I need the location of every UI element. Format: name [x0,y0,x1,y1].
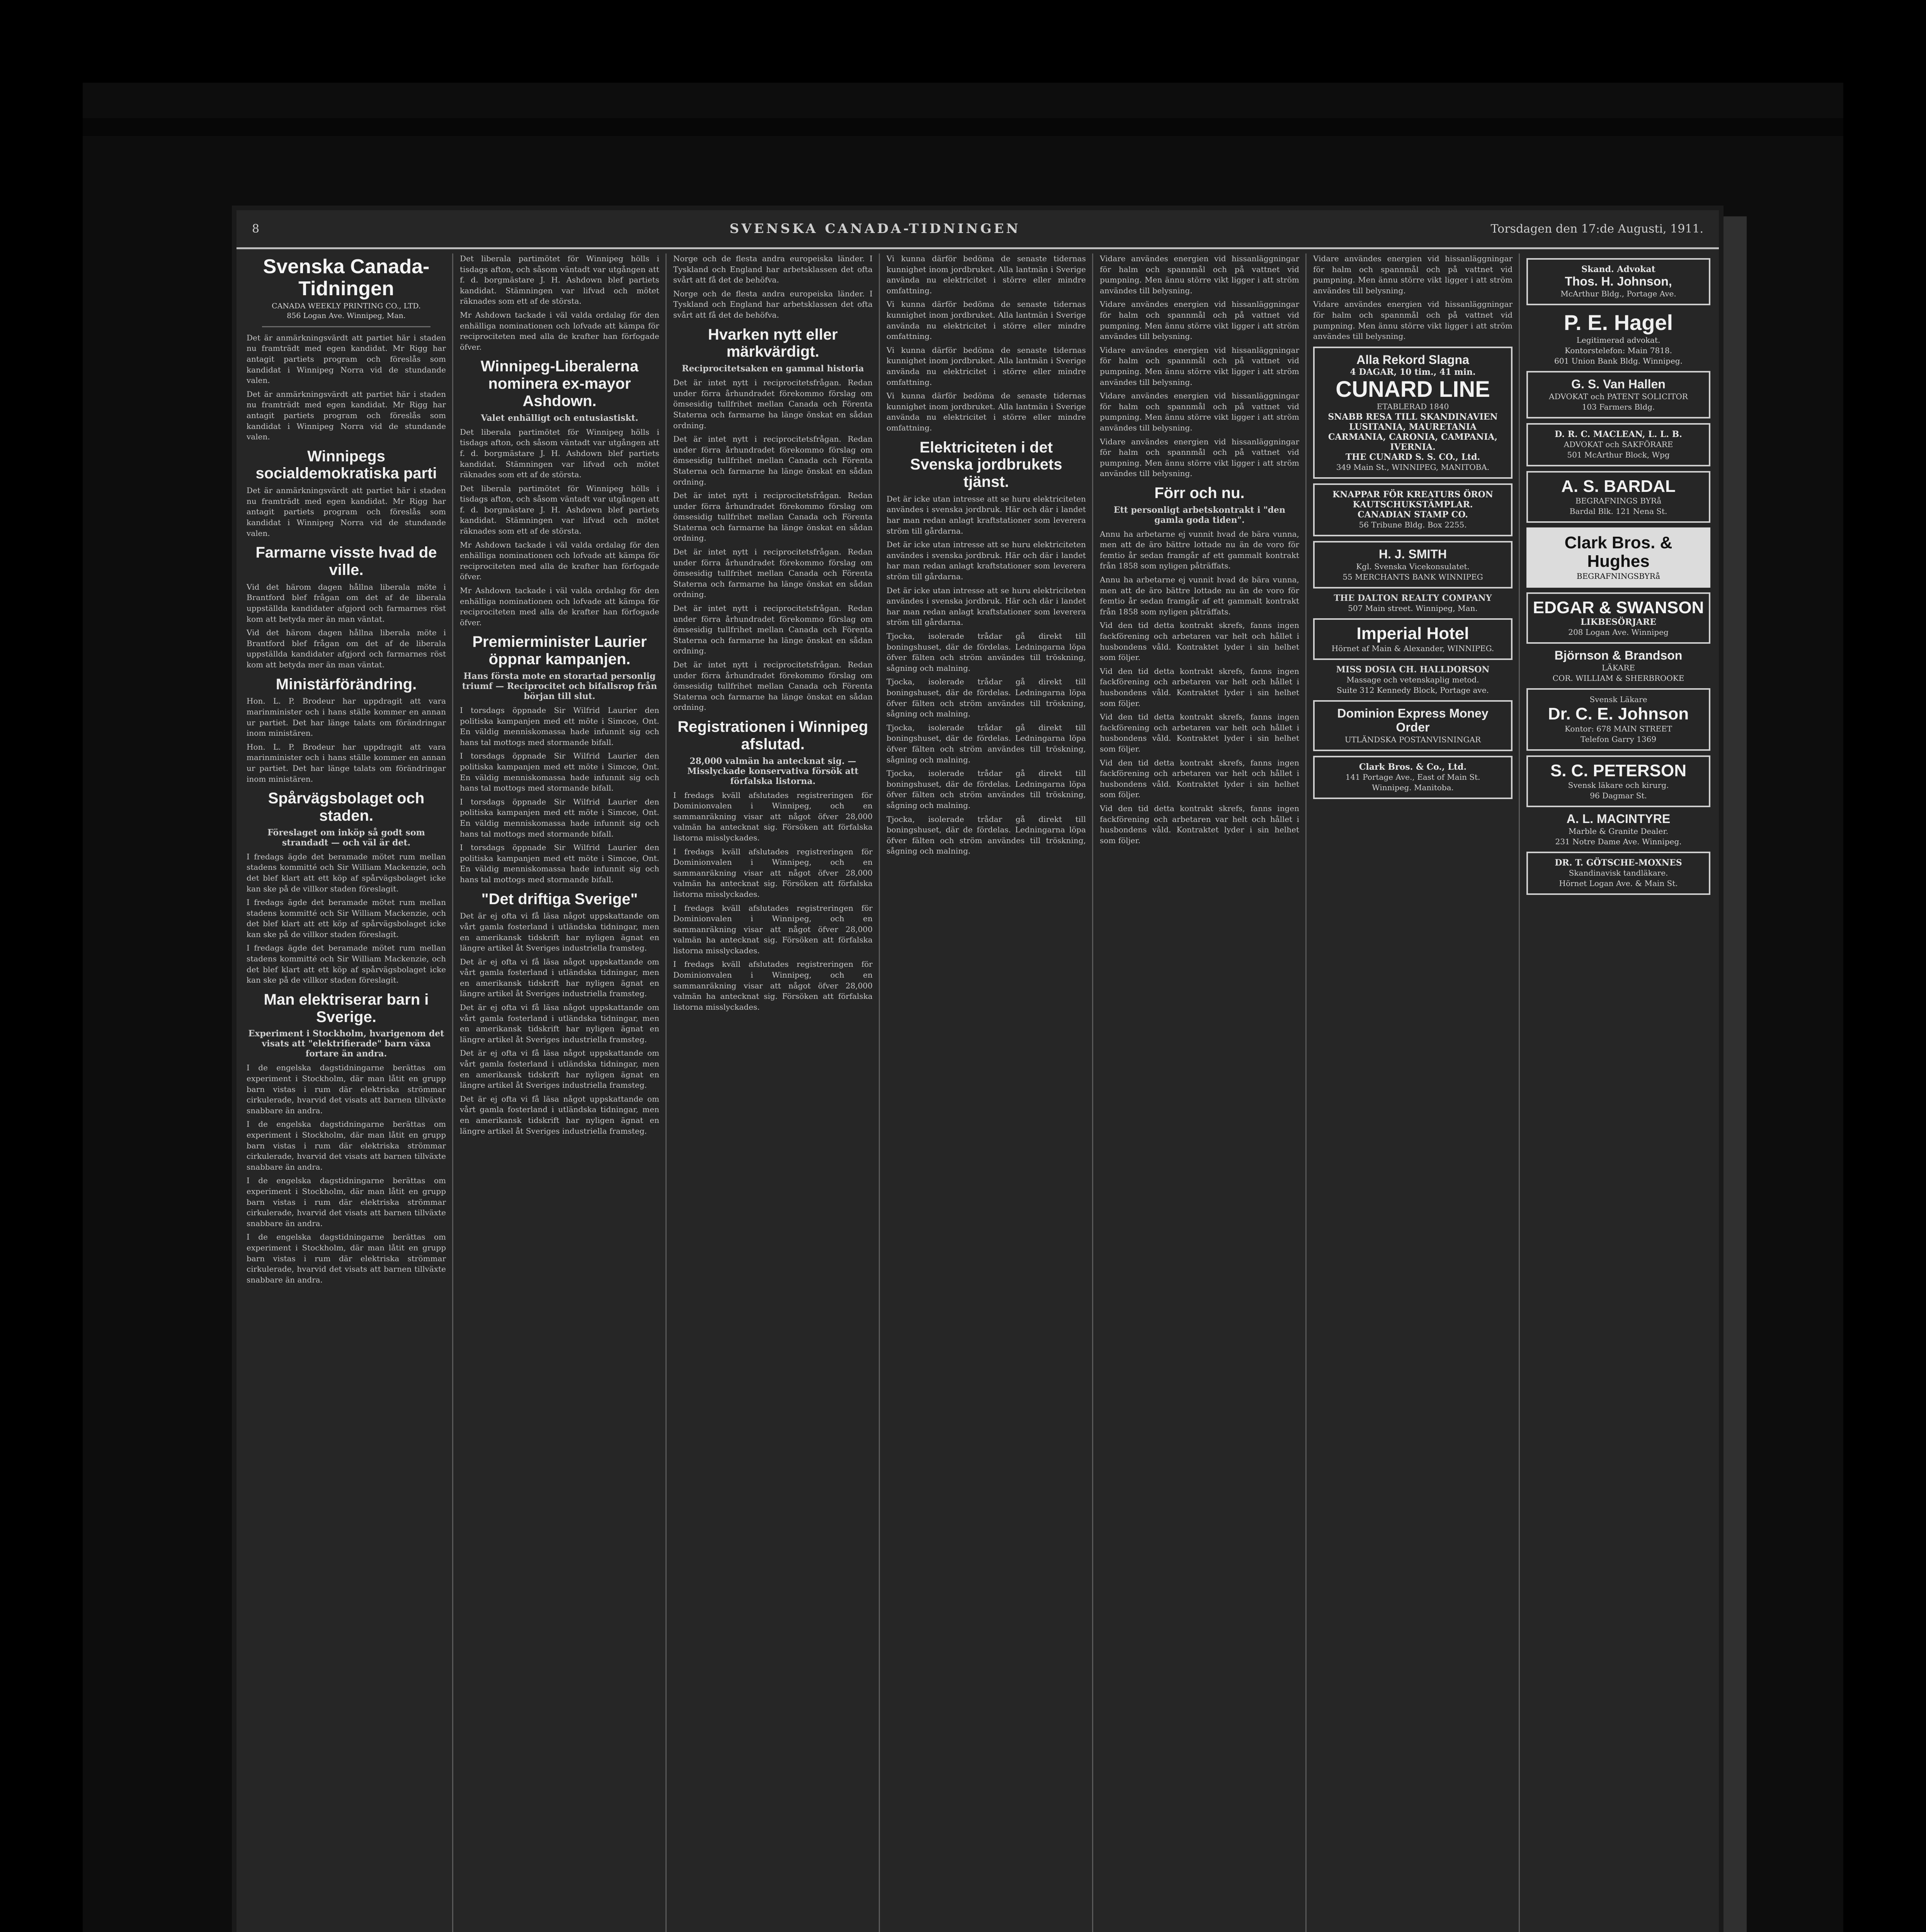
ad-advokat-name: Thos. H. Johnson, [1565,274,1672,288]
ad-cunard-line5: 349 Main St., WINNIPEG, MANITOBA. [1336,463,1490,472]
ad-dominion-express [1313,700,1513,752]
ad-dalton-name: THE DALTON REALTY COMPANY [1334,593,1492,604]
article-text: I de engelska dagstidningarne berättas om experiment i Stockholm, där man låtit en grupp barn vistas i rum där elektriska strömmar cirkulerade, hvarvid det visats att barnen tillväxte snabbare än andra. [247,1119,446,1172]
article-text: I fredags ägde det beramade mötet rum mellan stadens kommitté och Sir William Mackenzie, och det blef klart att ett köp af spårvägsbolaget icke kan ske på de villkor staden föreslagit. [247,852,446,893]
article-text: I fredags ägde det beramade mötet rum mellan stadens kommitté och Sir William Mackenzie, och det blef klart att ett köp af spårvägsbolaget icke kan ske på de villkor staden föreslagit. [247,943,446,985]
headline-sparvags: Spårvägsbolaget och staden. [268,790,425,824]
ad-maclean-name: D. R. C. MACLEAN, L. L. B. [1555,429,1682,439]
ad-clark-name: Clark Bros. & Hughes [1564,533,1672,571]
article-text: Det är intet nytt i reciprocitetsfrågan. Redan under förra århundradet förekommo förslag om ömsesidig tullfrihet mellan Canada och Förenta Staterna och farmarne ha länge önskat en sådan ordning. [673,547,873,599]
article-text: Vidare användes energien vid hissanläggningar för halm och spannmål och på vattnet vid pumpning. Men ännu större vikt ligger i att ström användes till belysning. [1100,254,1299,295]
article-text: Mr Ashdown tackade i väl valda ordalag för den enhälliga nominationen och lofvade att kämpa för reciprociteten med alla de krafter han förfogade öfver. [460,586,659,627]
article-text: Annu ha arbetarne ej vunnit hvad de bära vunna, men att de äro bättre lottade nu än de voro för femtio år sedan framgår af ett gammalt kontrakt från 1858 som nyligen påträffats. [1100,529,1299,571]
article-text: Det liberala partimötet för Winnipeg hölls i tisdags afton, och såsom väntadt var utgången att f. d. borgmästare J. H. Ashdown blef partiets kandidat. Stämningen var lifvad och mötet räknades som ett af de största. [460,483,659,536]
ad-cunard-line3: CARMANIA, CARONIA, CAMPANIA, IVERNIA. [1328,432,1497,452]
page-number: 8 [252,222,260,236]
ad-dalton [1313,593,1513,614]
article-text: Vidare användes energien vid hissanläggningar för halm och spannmål och på vattnet vid pumpning. Men ännu större vikt ligger i att ström användes till belysning. [1313,254,1513,295]
ad-johnson-line1: Kontor: 678 MAIN STREET [1565,724,1672,733]
column-rule [665,253,667,1932]
column-4 [882,253,1091,1932]
article-text: Norge och de flesta andra europeiska länder. I Tyskland och England har arbetsklassen det ofta svårt att få det de behöfva. [673,289,873,320]
article-text: Tjocka, isolerade trådar gå direkt till boningshuset, där de fördelas. Ledningarna löpa öfver fälten och ström användes till tröskning, sågning och malning. [886,814,1086,856]
article-text: Vid den tid detta kontrakt skrefs, fanns ingen fackförening och arbetaren var helt och hållet i husbondens våld. Kontraktet lyder i sin helhet som följer. [1100,758,1299,799]
ad-bjornson-line2: COR. WILLIAM & SHERBROOKE [1552,673,1684,683]
ad-smith-line2: 55 MERCHANTS BANK WINNIPEG [1342,572,1483,582]
ad-gotsche-line2: Hörnet Logan Ave. & Main St. [1559,878,1678,888]
running-title: SVENSKA CANADA-TIDNINGEN [729,221,1021,236]
article-text: Tjocka, isolerade trådar gå direkt till boningshuset, där de fördelas. Ledningarna löpa öfver fälten och ström användes till tröskning, sågning och malning. [886,723,1086,764]
ad-peterson [1526,755,1710,807]
article-text: Vid den tid detta kontrakt skrefs, fanns ingen fackförening och arbetaren var helt och hållet i husbondens våld. Kontraktet lyder i sin helhet som följer. [1100,712,1299,753]
article-text: Det är ej ofta vi få läsa något uppskattande om vårt gamla fosterland i utländska tidningar, men en amerikansk tidskrift har nyligen ägnat en längre artikel åt Sveriges industriella framsteg. [460,1003,659,1044]
article-text: I fredags ägde det beramade mötet rum mellan stadens kommitté och Sir William Mackenzie, och det blef klart att ett köp af spårvägsbolaget icke kan ske på de villkor staden föreslagit. [247,898,446,939]
article-text: I de engelska dagstidningarne berättas om experiment i Stockholm, där man låtit en grupp barn vistas i rum där elektriska strömmar cirkulerade, hvarvid det visats att barnen tillväxte snabbare än andra. [247,1063,446,1115]
ad-maclean-line2: 501 McArthur Block, Wpg [1567,450,1670,459]
article-text: I torsdags öppnade Sir Wilfrid Laurier den politiska kampanjen med ett möte i Simcoe, Ont. En väldig menniskomassa hade infunnit sig och hans tal mottogs med stormande bifall. [460,843,659,884]
divider [262,326,430,327]
article-text: Vidare användes energien vid hissanläggningar för halm och spannmål och på vattnet vid pumpning. Men ännu större vikt ligger i att ström användes till belysning. [1100,345,1299,387]
article-text: Vi kunna därför bedöma de senaste tidernas kunnighet inom jordbruket. Alla lantmän i Sverige använda nu elektricitet i större eller mindre omfattning. [886,391,1086,432]
article-text: I torsdags öppnade Sir Wilfrid Laurier den politiska kampanjen med ett möte i Simcoe, Ont. En väldig menniskomassa hade infunnit sig och hans tal mottogs med stormande bifall. [460,751,659,793]
ad-clark-hughes [1526,527,1710,588]
ad-cunard-est: ETABLERAD 1840 [1376,402,1449,412]
column-1 [242,253,451,1932]
article-text: Annu ha arbetarne ej vunnit hvad de bära vunna, men att de äro bättre lottade nu än de voro för femtio år sedan framgår af ett gammalt kontrakt från 1858 som nyligen påträffats. [1100,575,1299,616]
article-text: Vi kunna därför bedöma de senaste tidernas kunnighet inom jordbruket. Alla lantmän i Sverige använda nu elektricitet i större eller mindre omfattning. [886,299,1086,341]
ad-macintyre [1526,812,1710,847]
masthead-title: Svenska Canada-Tidningen [263,255,430,300]
ad-macintyre-line2: 231 Notre Dame Ave. Winnipeg. [1555,837,1682,846]
ad-hagel [1526,310,1710,366]
column-5 [1095,253,1304,1932]
ad-hagel-line2: Kontorstelefon: Main 7818. [1564,345,1672,355]
column-rule [879,253,880,1932]
ad-hotel-name: Imperial Hotel [1356,624,1469,643]
article-text: Tjocka, isolerade trådar gå direkt till boningshuset, där de fördelas. Ledningarna löpa öfver fälten och ström användes till tröskning, sågning och malning. [886,631,1086,673]
ad-maclean-line1: ADVOKAT och SAKFÖRARE [1564,439,1673,449]
subheadline-liberalerna: Valet enhälligt och entusiastiskt. [481,413,638,423]
ad-bardal-name: A. S. BARDAL [1561,476,1676,496]
ad-dr-johnson [1526,688,1710,750]
ad-dominion-name: Dominion Express Money Order [1337,706,1489,735]
article-text: Vidare användes energien vid hissanläggningar för halm och spannmål och på vattnet vid pumpning. Men ännu större vikt ligger i att ström användes till belysning. [1100,299,1299,341]
ad-knappar-line3: 56 Tribune Bldg. Box 2255. [1359,520,1467,530]
article-text: Det är anmärkningsvärdt att partiet här i staden nu framträdt med egen kandidat. Mr Rigg har antagit partiets program och föreslås som kandidat i Winnipeg Norra vid de stundande valen. [247,389,446,442]
article-text: Mr Ashdown tackade i väl valda ordalag för den enhälliga nominationen och lofvade att kämpa för reciprociteten med alla de krafter han förfogade öfver. [460,310,659,352]
headline-hvarken: Hvarken nytt eller märkvärdigt. [708,326,838,361]
article-text: Vid den tid detta kontrakt skrefs, fanns ingen fackförening och arbetaren var helt och hållet i husbondens våld. Kontraktet lyder i sin helhet som följer. [1100,621,1299,662]
film-sprocket-top [83,118,1843,136]
article-text: Det är intet nytt i reciprocitetsfrågan. Redan under förra århundradet förekommo förslag om ömsesidig tullfrihet mellan Canada och Förenta Staterna och farmarne ha länge önskat en sådan ordning. [673,604,873,656]
article-text: Vi kunna därför bedöma de senaste tidernas kunnighet inom jordbruket. Alla lantmän i Sverige använda nu elektricitet i större eller mindre omfattning. [886,254,1086,295]
ad-knappar [1313,483,1513,536]
ad-advokat-title: Skand. Advokat [1581,264,1655,274]
ad-edgar-swanson [1526,592,1710,644]
ad-peterson-line2: 96 Dagmar St. [1590,791,1647,800]
ad-hagel-line1: Legitimerad advokat. [1576,335,1661,345]
subheadline-man-elektriserar: Experiment i Stockholm, hvarigenom det visats att "elektrifierade" barn växa fortare än andra. [248,1029,444,1059]
ad-cunard-line4: THE CUNARD S. S. CO., Ltd. [1345,452,1480,463]
ad-imperial-hotel [1313,618,1513,660]
ad-edgar-line2: 208 Logan Ave. Winnipeg [1568,628,1669,637]
article-text: Norge och de flesta andra europeiska länder. I Tyskland och England har arbetsklassen det ofta svårt att få det de behöfva. [673,254,873,285]
headline-elektriciteten: Elektriciteten i det Svenska jordbrukets tjänst. [910,439,1062,491]
article-text: Det är anmärkningsvärdt att partiet här i staden nu framträdt med egen kandidat. Mr Rigg har antagit partiets program och föreslås som kandidat i Winnipeg Norra vid de stundande valen. [247,486,446,538]
ad-knappar-line1: KAUTSCHUKSTÄMPLAR. [1353,500,1473,510]
article-text: Det är anmärkningsvärdt att partiet här i staden nu framträdt med egen kandidat. Mr Rigg har antagit partiets program och föreslås som kandidat i Winnipeg Norra vid de stundande valen. [247,333,446,385]
ad-vanhallen-name: G. S. Van Hallen [1571,377,1666,391]
ad-johnson-line2: Telefon Garry 1369 [1580,734,1657,744]
ad-gotsche-line1: Skandinavisk tandläkare. [1569,868,1668,878]
ad-clarkco-name: Clark Bros. & Co., Ltd. [1359,762,1467,772]
headline-ministar: Ministärförändring. [276,675,417,693]
subheadline-sparvags: Föreslaget om inköp så godt som strandadt — och väl är det. [267,827,425,848]
running-head [236,210,1719,249]
ad-cunard-days: 4 DAGAR, 10 tim., 41 min. [1350,367,1476,377]
ad-hagel-name: P. E. Hagel [1564,310,1673,335]
headline-driftiga: "Det driftiga Sverige" [481,890,638,908]
page-edge-right [1719,216,1747,1932]
column-3 [669,253,877,1932]
column-2 [455,253,664,1932]
ad-smith [1313,541,1513,588]
column-rule [1519,253,1520,1932]
headline-liberalerna: Winnipeg-Liberalerna nominera ex-mayor Ashdown. [480,358,639,410]
article-text: I fredags kväll afslutades registreringen för Dominionvalen i Winnipeg, och en sammanräkning visar att något öfver 28,000 valmän ha antecknat sig. Försöken att förfalska listorna misslyckades. [673,790,873,842]
article-text: I fredags kväll afslutades registreringen för Dominionvalen i Winnipeg, och en sammanräkning visar att något öfver 28,000 valmän ha antecknat sig. Försöken att förfalska listorna misslyckades. [673,959,873,1012]
ad-peterson-line1: Svensk läkare och kirurg. [1568,780,1669,790]
ad-dominion-line1: UTLÄNDSKA POSTANVISNINGAR [1344,735,1481,745]
ad-cunard-line [1313,347,1513,479]
ad-edgar-line1: LIKBESÖRJARE [1580,617,1657,628]
masthead-publisher: CANADA WEEKLY PRINTING CO., LTD. [272,302,421,311]
ad-peterson-name: S. C. PETERSON [1550,761,1687,780]
article-text: Mr Ashdown tackade i väl valda ordalag för den enhälliga nominationen och lofvade att kämpa för reciprociteten med alla de krafter han förfogade öfver. [460,540,659,582]
ad-halldorson-line2: Suite 312 Kennedy Block, Portage ave. [1337,685,1489,695]
ad-gotsche-name: DR. T. GÖTSCHE-MOXNES [1555,857,1682,868]
subheadline-registrationen: 28,000 valmän ha antecknat sig. — Misslyckade konservativa försök att förfalska listorna. [687,756,859,786]
masthead-address: 856 Logan Ave. Winnipeg, Man. [287,311,406,320]
article-text: Det liberala partimötet för Winnipeg hölls i tisdags afton, och såsom väntadt var utgången att f. d. borgmästare J. H. Ashdown blef partiets kandidat. Stämningen var lifvad och mötet räknades som ett af de största. [460,254,659,306]
ad-vanhallen-line1: ADVOKAT och PATENT SOLICITOR [1549,391,1688,401]
article-text: Det är intet nytt i reciprocitetsfrågan. Redan under förra århundradet förekommo förslag om ömsesidig tullfrihet mellan Canada och Förenta Staterna och farmarne ha länge önskat en sådan ordning. [673,378,873,430]
ad-bjornson-line1: LÄKARE [1602,663,1635,673]
article-text: Vidare användes energien vid hissanläggningar för halm och spannmål och på vattnet vid pumpning. Men ännu större vikt ligger i att ström användes till belysning. [1100,391,1299,432]
article-text: Vid det härom dagen hållna liberala möte i Brantford blef frågan om det af de liberala uppställda kandidater afgjord och farmarnes röst kom att betyda mer än man väntat. [247,582,446,624]
article-text: Det är intet nytt i reciprocitetsfrågan. Redan under förra århundradet förekommo förslag om ömsesidig tullfrihet mellan Canada och Förenta Staterna och farmarne ha länge önskat en sådan ordning. [673,491,873,543]
headline-winnipeg-social: Winnipegs socialdemokratiska parti [255,447,437,482]
article-text: Hon. L. P. Brodeur har uppdragit att vara marinminister och i hans ställe kommer en annan ur partiet. Det har länge talats om förändringar inom ministären. [247,696,446,738]
ad-dalton-line1: 507 Main street. Winnipeg, Man. [1348,604,1478,613]
article-text: Vid den tid detta kontrakt skrefs, fanns ingen fackförening och arbetaren var helt och hållet i husbondens våld. Kontraktet lyder i sin helhet som följer. [1100,666,1299,708]
headline-laurier: Premierminister Laurier öppnar kampanjen. [472,633,647,668]
article-text: Det är ej ofta vi få läsa något uppskattande om vårt gamla fosterland i utländska tidningar, men en amerikansk tidskrift har nyligen ägnat en längre artikel åt Sveriges industriella framsteg. [460,1094,659,1136]
column-rule [1305,253,1307,1932]
ad-bjornson-name: Björnson & Brandson [1554,648,1683,663]
ad-clarkco-line1: 141 Portage Ave., East of Main St. [1345,772,1480,782]
article-text: Vid den tid detta kontrakt skrefs, fanns ingen fackförening och arbetaren var helt och hållet i husbondens våld. Kontraktet lyder i sin helhet som följer. [1100,803,1299,845]
ad-smith-name: H. J. SMITH [1378,547,1447,561]
ad-knappar-line2: CANADIAN STAMP CO. [1358,510,1468,520]
article-text: Det är icke utan intresse att se huru elektriciteten användes i svenska jordbruk. Här och där i landet har man redan anlagt kraftstationer som leverera ström till gårdarna. [886,585,1086,627]
ad-macintyre-name: A. L. MACINTYRE [1566,811,1671,826]
ad-johnson-name: Dr. C. E. Johnson [1548,704,1689,724]
article-text: I fredags kväll afslutades registreringen för Dominionvalen i Winnipeg, och en sammanräkning visar att något öfver 28,000 valmän ha antecknat sig. Försöken att förfalska listorna misslyckades. [673,903,873,955]
ad-hagel-line3: 601 Union Bank Bldg. Winnipeg. [1554,356,1683,366]
headline-man-elektriserar: Man elektriserar barn i Sverige. [264,991,429,1026]
article-text: Det är intet nytt i reciprocitetsfrågan. Redan under förra århundradet förekommo förslag om ömsesidig tullfrihet mellan Canada och Förenta Staterna och farmarne ha länge önskat en sådan ordning. [673,434,873,486]
ad-knappar-title: KNAPPAR FÖR KREATURS ÖRON [1332,490,1493,500]
ad-cunard-name: CUNARD LINE [1336,376,1490,402]
article-text: I de engelska dagstidningarne berättas om experiment i Stockholm, där man låtit en grupp barn vistas i rum där elektriska strömmar cirkulerade, hvarvid det visats att barnen tillväxte snabbare än andra. [247,1232,446,1284]
ad-bardal [1526,471,1710,523]
ad-gotsche-moxnes [1526,852,1710,895]
ad-bardal-line2: Bardal Blk. 121 Nena St. [1569,506,1667,516]
ad-cunard-line2: LUSITANIA, MAURETANIA [1349,422,1477,432]
column-rule [452,253,453,1932]
article-text: I fredags kväll afslutades registreringen för Dominionvalen i Winnipeg, och en sammanräkning visar att något öfver 28,000 valmän ha antecknat sig. Försöken att förfalska listorna misslyckades. [673,847,873,899]
article-text: Vid det härom dagen hållna liberala möte i Brantford blef frågan om det af de liberala uppställda kandidater afgjord och farmarnes röst kom att betyda mer än man väntat. [247,628,446,669]
article-text: Tjocka, isolerade trådar gå direkt till boningshuset, där de fördelas. Ledningarna löpa öfver fälten och ström användes till tröskning, sågning och malning. [886,769,1086,810]
column-rule [1092,253,1093,1932]
ad-clark-line1: BEGRAFNINGSBYRå [1576,571,1661,581]
headline-forr-och-nu: Förr och nu. [1154,484,1245,502]
article-text: I torsdags öppnade Sir Wilfrid Laurier den politiska kampanjen med ett möte i Simcoe, Ont. En väldig menniskomassa hade infunnit sig och hans tal mottogs med stormande bifall. [460,797,659,838]
ad-edgar-name: EDGAR & SWANSON [1533,598,1704,617]
ad-macintyre-line1: Marble & Granite Dealer. [1568,826,1669,836]
article-text: Vidare användes energien vid hissanläggningar för halm och spannmål och på vattnet vid pumpning. Men ännu större vikt ligger i att ström användes till belysning. [1313,299,1513,341]
subheadline-hvarken: Reciprocitetsaken en gammal historia [682,364,864,374]
article-text: Det är ej ofta vi få läsa något uppskattande om vårt gamla fosterland i utländska tidningar, men en amerikansk tidskrift har nyligen ägnat en längre artikel åt Sveriges industriella framsteg. [460,1048,659,1090]
article-text: Det är ej ofta vi få läsa något uppskattande om vårt gamla fosterland i utländska tidningar, men en amerikansk tidskrift har nyligen ägnat en längre artikel åt Sveriges industriella framsteg. [460,911,659,953]
headline-registrationen: Registrationen i Winnipeg afslutad. [677,718,868,753]
ad-bjornson-brandson [1526,648,1710,684]
ad-johnson-title: Svensk Läkare [1589,695,1647,704]
column-7-directory [1522,253,1715,1932]
newspaper-page [236,210,1719,1932]
ad-advokat-johnson [1526,258,1710,305]
ad-van-hallen [1526,371,1710,418]
subheadline-forr-och-nu: Ett personligt arbetskontrakt i "den gamla goda tiden". [1113,505,1286,525]
ad-cunard-line1: SNABB RESA TILL SKANDINAVIEN [1328,412,1498,422]
ad-clarkco-line2: Winnipeg. Manitoba. [1372,783,1454,793]
article-text: I torsdags öppnade Sir Wilfrid Laurier den politiska kampanjen med ett möte i Simcoe, Ont. En väldig menniskomassa hade infunnit sig och hans tal mottogs med stormande bifall. [460,706,659,747]
article-text: Det är ej ofta vi få läsa något uppskattande om vårt gamla fosterland i utländska tidningar, men en amerikansk tidskrift har nyligen ägnat en längre artikel åt Sveriges industriella framsteg. [460,957,659,998]
ad-halldorson-name: MISS DOSIA CH. HALLDORSON [1336,664,1490,675]
ad-cunard-headline: Alla Rekord Slagna [1356,352,1469,367]
ad-advokat-addr: McArthur Bldg., Portage Ave. [1560,289,1676,298]
article-text: Det liberala partimötet för Winnipeg hölls i tisdags afton, och såsom väntadt var utgången att f. d. borgmästare J. H. Ashdown blef partiets kandidat. Stämningen var lifvad och mötet räknades som ett af de största. [460,427,659,480]
column-6 [1308,253,1517,1932]
article-text: Det är intet nytt i reciprocitetsfrågan. Redan under förra århundradet förekommo förslag om ömsesidig tullfrihet mellan Canada och Förenta Staterna och farmarne ha länge önskat en sådan ordning. [673,660,873,712]
article-text: Hon. L. P. Brodeur har uppdragit att vara marinminister och i hans ställe kommer en annan ur partiet. Det har länge talats om förändringar inom ministären. [247,742,446,784]
ad-clark-co [1313,756,1513,799]
article-text: Det är icke utan intresse att se huru elektriciteten användes i svenska jordbruk. Här och där i landet har man redan anlagt kraftstationer som leverera ström till gårdarna. [886,540,1086,582]
ad-hotel-line1: Hörnet af Main & Alexander, WINNIPEG. [1331,643,1494,653]
article-text: I de engelska dagstidningarne berättas om experiment i Stockholm, där man låtit en grupp barn vistas i rum där elektriska strömmar cirkulerade, hvarvid det visats att barnen tillväxte snabbare än andra. [247,1176,446,1228]
article-text: Vi kunna därför bedöma de senaste tidernas kunnighet inom jordbruket. Alla lantmän i Sverige använda nu elektricitet i större eller mindre omfattning. [886,345,1086,387]
article-text: Vidare användes energien vid hissanläggningar för halm och spannmål och på vattnet vid pumpning. Men ännu större vikt ligger i att ström användes till belysning. [1100,437,1299,478]
ad-bardal-line1: BEGRAFNINGS BYRå [1575,496,1662,505]
headline-farmarne: Farmarne visste hvad de ville. [255,544,437,579]
ad-halldorson-line1: Massage och vetenskaplig metod. [1346,675,1479,684]
article-text: Tjocka, isolerade trådar gå direkt till boningshuset, där de fördelas. Ledningarna löpa öfver fälten och ström användes till tröskning, sågning och malning. [886,677,1086,719]
article-text: Det är icke utan intresse att se huru elektriciteten användes i svenska jordbruk. Här och där i landet har man redan anlagt kraftstationer som leverera ström till gårdarna. [886,494,1086,536]
subheadline-laurier: Hans första mote en storartad personlig triumf — Reciprocitet och bifallsrop från början till slut. [462,671,657,702]
ad-maclean [1526,423,1710,466]
ad-halldorson [1313,665,1513,696]
issue-date: Torsdagen den 17:de Augusti, 1911. [1490,222,1703,236]
ad-vanhallen-line2: 103 Farmers Bldg. [1582,402,1655,412]
ad-smith-line1: Kgl. Svenska Vicekonsulatet. [1356,562,1470,571]
